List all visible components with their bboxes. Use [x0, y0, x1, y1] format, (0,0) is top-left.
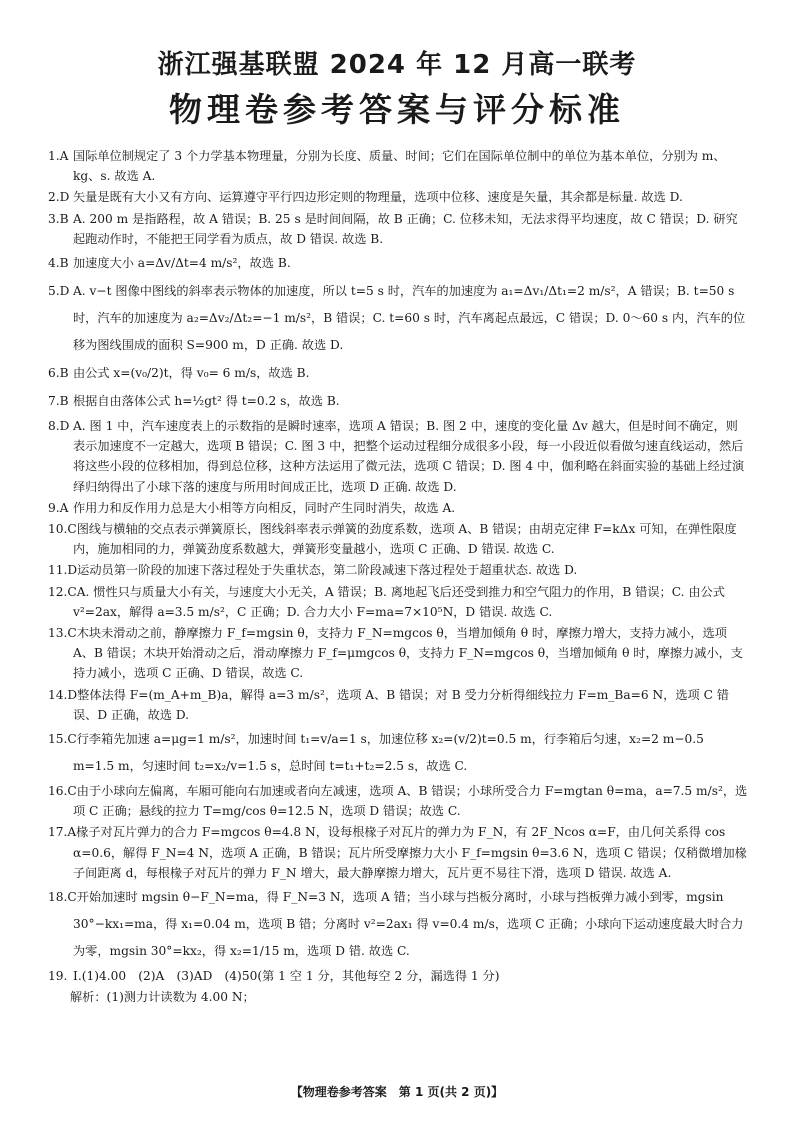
page-footer: 【物理卷参考答案 第 1 页(共 2 页)】	[290, 1085, 504, 1099]
answer-number: 8.D	[48, 419, 70, 434]
answer-item-16	[48, 781, 748, 821]
answer-explanation: 木块未滑动之前，静摩擦力 F_f=mgsin θ，支持力 F_N=mgcos θ，当增加倾角 θ 时，摩擦力增大，支持力减小，选项 A、B 错误；木块开始滑动之后，滑动摩擦力 F_f=μmgcos θ，支持力 F_N=mgcos θ，当增加倾角 θ 时，摩擦力减小，支持力减小，选项 C 正确、D 错误，故选 C.	[73, 626, 743, 681]
answer-item-13	[48, 623, 748, 684]
answer-number: 15.C	[48, 732, 77, 747]
answer-number: 5.D	[48, 284, 70, 299]
answer-number: 2.D	[48, 190, 70, 205]
answer-item-2	[48, 187, 748, 207]
exam-title: 浙江强基联盟 2024 年 12 月高一联考	[157, 50, 637, 80]
answer-item-15	[48, 726, 748, 780]
answer-explanation: 椽子对瓦片弹力的合力 F=mgcos θ=4.8 N，设每根椽子对瓦片的弹力为 F_N，有 2F_Ncos α=F，由几何关系得 cos α=0.6，解得 F_N=4 N，选项 A 正确，B 错误；瓦片所受摩擦力大小 F_f=mgsin θ=3.6 N，选项 C 错误；仅稍微增加椽子间距离 d，每根椽子对瓦片的弹力 F_N 增大，最大静摩擦力增大，瓦片更不易往下滑，选项 D 错误. 故选 A.	[73, 825, 747, 880]
answer-item-5	[48, 278, 748, 359]
answer-explanation: 运动员第一阶段的加速下落过程处于失重状态，第二阶段减速下落过程处于超重状态. 故选 D.	[77, 563, 578, 578]
answer-item-18	[48, 884, 748, 965]
answer-number: 19.	[48, 969, 68, 984]
answer-explanation: 整体法得 F=(m_A+m_B)a，解得 a=3 m/s²，选项 A、B 错误；对 B 受力分析得细线拉力 F=m_Ba=6 N，选项 C 错误、D 正确，故选 D.	[73, 687, 729, 722]
answer-number: 1.A	[48, 149, 69, 163]
answer-item-11	[48, 560, 748, 580]
answer-explanation: 由公式 x=(v₀/2)t，得 v₀= 6 m/s，故选 B.	[73, 366, 310, 381]
answer-item-12	[48, 582, 748, 622]
answer-item-9	[48, 498, 748, 518]
answer-number: 6.B	[48, 366, 69, 381]
answer-explanation: A. 200 m 是指路程，故 A 错误；B. 25 s 是时间间隔，故 B 正确；C. 位移未知，无法求得平均速度，故 C 错误；D. 研究起跑动作时，不能把王同学看为质点，故 D 错误. 故选 B.	[73, 211, 738, 246]
answer-explanation: 行李箱先加速 a=μg=1 m/s²，加速时间 t₁=v/a=1 s，加速位移 x₂=(v/2)t=0.5 m，行李箱后匀速，x₂=2 m−0.5 m=1.5 m，匀速时间 t₂=x₂/v=1.5 s，总时间 t=t₁+t₂=2.5 s，故选 C.	[73, 732, 704, 774]
answer-number: 10.C	[48, 522, 77, 537]
answer-item-3	[48, 209, 748, 249]
answer-item-1	[48, 146, 748, 186]
answer-number: 3.B	[48, 211, 69, 226]
answer-item-19	[48, 966, 748, 986]
answer-number: 12.C	[48, 584, 77, 599]
answer-explanation: 由于小球向左偏离，车厢可能向右加速或者向左减速，选项 A、B 错误；小球所受合力 F=mgtan θ=ma，a=7.5 m/s²，选项 C 正确；悬线的拉力 T=mg/cos θ=12.5 N，选项 D 错误；故选 C.	[73, 784, 748, 819]
answer-number: 18.C	[48, 890, 77, 905]
answer-explanation: 作用力和反作用力总是大小相等方向相反，同时产生同时消失，故选 A.	[73, 500, 456, 515]
answer-item-10	[48, 519, 748, 559]
answer-explanation: 加速度大小 a=Δv/Δt=4 m/s²，故选 B.	[73, 256, 291, 271]
answer-number: 4.B	[48, 256, 69, 271]
answer-number: 9.A	[48, 500, 69, 515]
answer-item-17	[48, 822, 748, 883]
answer-number: 11.D	[48, 563, 78, 578]
answer-list	[48, 146, 748, 1007]
answer-number: 16.C	[48, 784, 77, 799]
answer-explanation: A. 图 1 中，汽车速度表上的示数指的是瞬时速率，选项 A 错误；B. 图 2 中，速度的变化量 Δv 越大，但是时间不确定，则表示加速度不一定越大，选项 B 错误；C. 图 3 中，把整个运动过程细分成很多小段，每一小段近似看做匀速直线运动，然后将这些小段的位移相加，得到总位移，这种方法运用了微元法，选项 C 错误；D. 图 4 中，伽利略在斜面实验的基础上经过演绎归纳得出了小球下落的速度与所用时间成正比，选项 D 正确. 故选 D.	[73, 419, 745, 494]
answer-explanation: Ⅰ.(1)4.00 (2)A (3)AD (4)50(第 1 空 1 分，其他每空 2 分，漏选得 1 分)	[73, 969, 500, 984]
answer-explanation: 图线与横轴的交点表示弹簧原长，图线斜率表示弹簧的劲度系数，选项 A、B 错误；由胡克定律 F=kΔx 可知，在弹性限度内，施加相同的力，弹簧劲度系数越大，弹簧形变量越小，选项 C 正确、D 错误. 故选 C.	[73, 522, 737, 557]
answer-number: 14.D	[48, 687, 78, 702]
answer-item-14	[48, 685, 748, 725]
answer-explanation: 国际单位制规定了 3 个力学基本物理量，分别为长度、质量、时间；它们在国际单位制中的单位为基本单位，分别为 m、kg、s. 故选 A.	[73, 149, 726, 184]
answer-explanation: 开始加速时 mgsin θ−F_N=ma，得 F_N=3 N，选项 A 错；当小球与挡板分离时，小球与挡板弹力减小到零，mgsin 30°−kx₁=ma，得 x₁=0.04 m，选项 B 错；分离时 v²=2ax₁ 得 v=0.4 m/s，选项 C 正确；小球向下运动速度最大时合力为零，mgsin 30°=kx₂，得 x₂=1/15 m，选项 D 错. 故选 C.	[73, 890, 744, 959]
answer-explanation: 根据自由落体公式 h=½gt² 得 t=0.2 s，故选 B.	[73, 394, 340, 409]
answer-explanation: A. 惯性只与质量大小有关，与速度大小无关，A 错误；B. 离地起飞后还受到推力和空气阻力的作用，B 错误；C. 由公式 v²=2ax，解得 a=3.5 m/s²，C 正确；D. 合力大小 F=ma=7×10⁵N，D 错误. 故选 C.	[73, 584, 725, 619]
answer-number: 13.C	[48, 626, 77, 641]
answer-explanation: A. v−t 图像中图线的斜率表示物体的加速度，所以 t=5 s 时，汽车的加速度为 a₁=Δv₁/Δt₁=2 m/s²，A 错误；B. t=50 s 时，汽车的加速度为 a₂=Δv₂/Δt₂=−1 m/s²，B 错误；C. t=60 s 时，汽车离起点最远，C 错误；D. 0～60 s 内，汽车的位移为图线围成的面积 S=900 m，D 正确. 故选 D.	[73, 284, 746, 353]
document-title: 物理卷参考答案与评分标准	[169, 90, 625, 129]
answer-item-4	[48, 250, 748, 277]
answer-item-7	[48, 388, 748, 415]
analysis-text: 解析：(1)测力计读数为 4.00 N；	[70, 990, 255, 1005]
answer-item-6	[48, 360, 748, 387]
answer-number: 17.A	[48, 825, 77, 840]
answer-item-8	[48, 416, 748, 497]
answer-number: 7.B	[48, 394, 69, 409]
answer-explanation: 矢量是既有大小又有方向、运算遵守平行四边形定则的物理量，选项中位移、速度是矢量，其余都是标量. 故选 D.	[73, 190, 683, 205]
